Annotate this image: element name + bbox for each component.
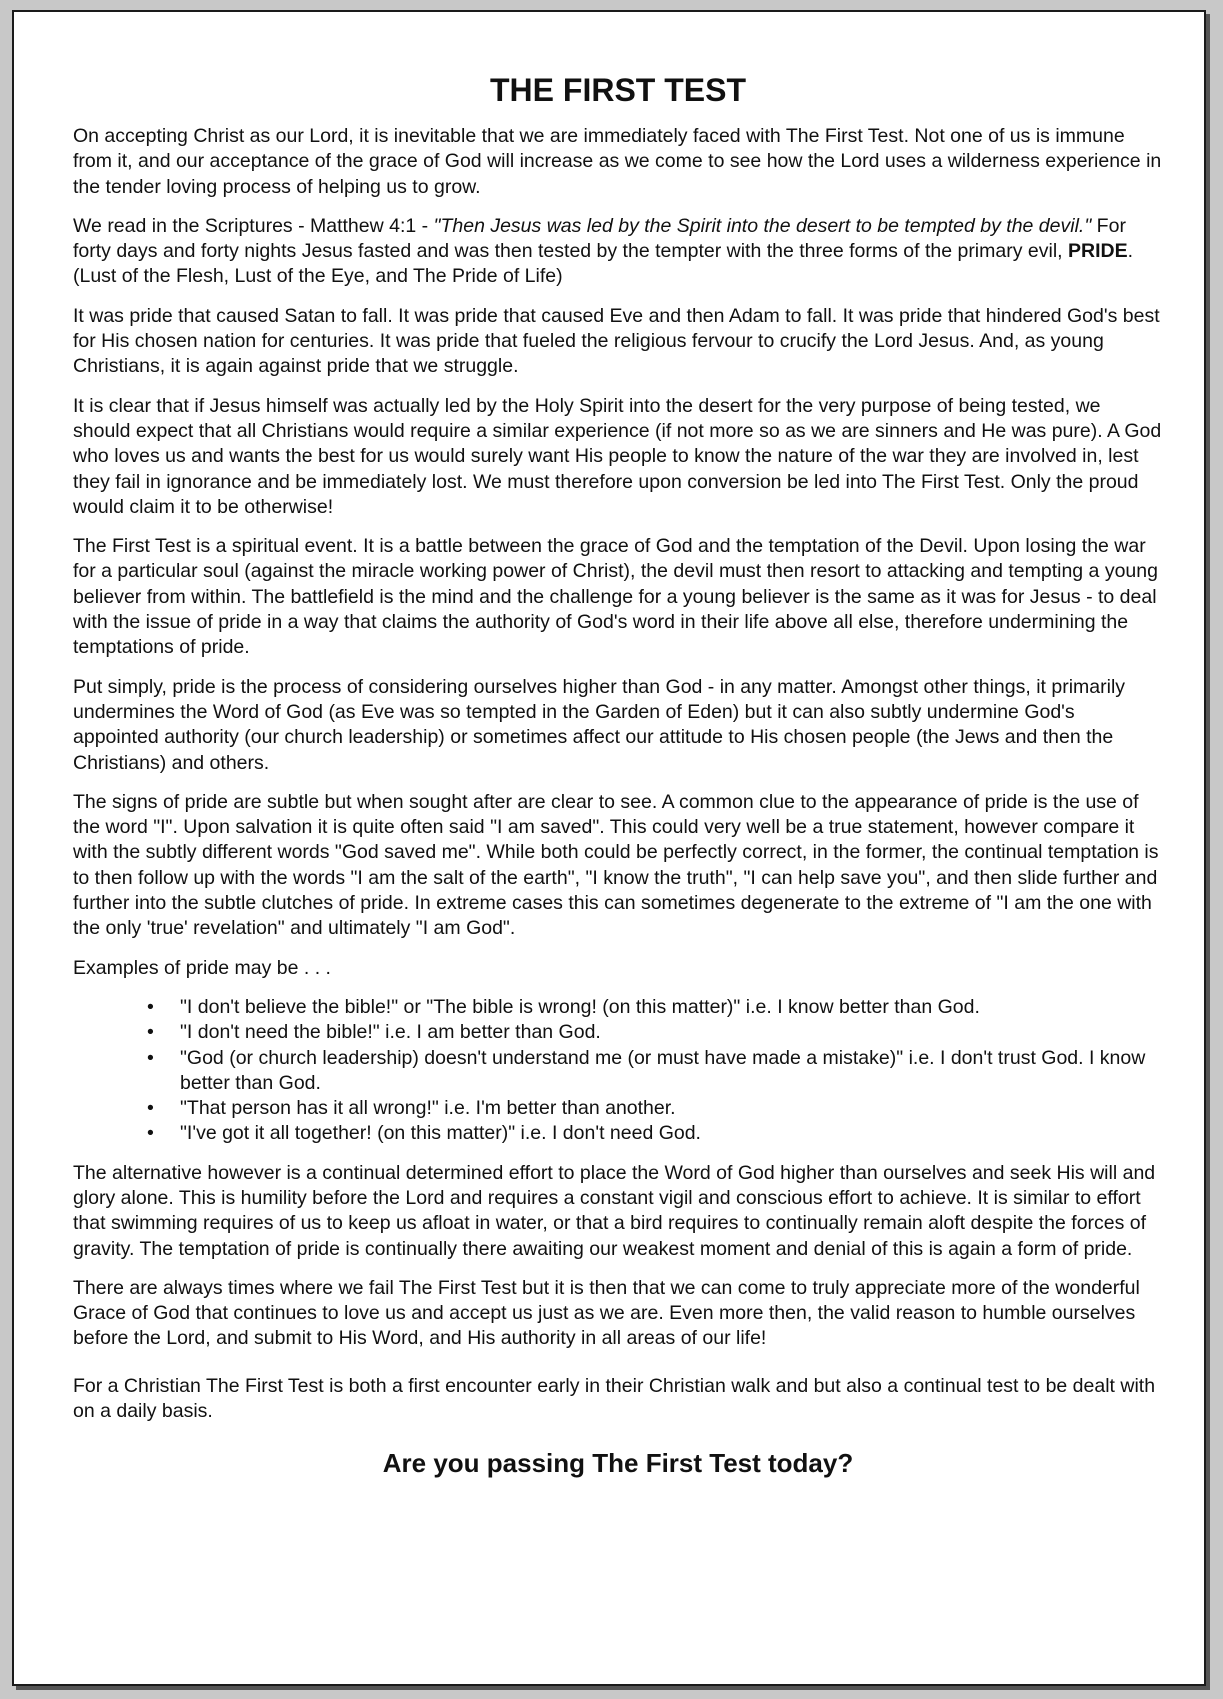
list-item: • "God (or church leadership) doesn't understand me (or must have made a mistake)" i.e. I don't trust God. I know better than God. xyxy=(180,1046,1163,1097)
paragraph-alternative: The alternative however is a continual determined effort to place the Word of God higher than ourselves and seek His will and glory alone. This is humility before the Lord and requires a constant vigil and conscious effort to achieve. It is similar to effort that swimming requires of us to keep us afloat in water, or that a bird requires to continually remain aloft despite the forces of gravity. The temptation of pride is continually there awaiting our weakest moment and denial of this is again a form of pride. xyxy=(73,1161,1156,1260)
paragraph-holy-spirit: It is clear that if Jesus himself was actually led by the Holy Spirit into the desert for the very purpose of being tested, we should expect that all Christians would require a similar experience (if not more so as we are sinners and He was pure). A God who loves us and wants the best for us would surely want His people to know the nature of the war they are involved in, lest they fail in ignorance and be immediately lost. We must therefore upon conversion be led into The First Test. Only the proud would claim it to be otherwise! xyxy=(73,394,1162,518)
document-body xyxy=(73,70,1163,1480)
examples-list xyxy=(73,995,1163,1147)
page-title: THE FIRST TEST xyxy=(490,72,746,108)
paragraph-put-simply: Put simply, pride is the process of considering ourselves higher than God - in any matter. Amongst other things, it primarily undermines the Word of God (as Eve was so tempted in the Garden of Eden) but it can also subtly undermine God's appointed authority (our church leadership) or sometimes affect our attitude to His chosen people (the Jews and then the Christians) and others. xyxy=(73,675,1126,774)
list-item: • "That person has it all wrong!" i.e. I'm better than another. xyxy=(180,1096,1163,1121)
list-item: • "I've got it all together! (on this matter)" i.e. I don't need God. xyxy=(180,1121,1163,1146)
paragraph-signs-of-pride: The signs of pride are subtle but when sought after are clear to see. A common clue to the appearance of pride is the use of the word "I". Upon salvation it is quite often said "I am saved". This could very well be a true statement, however compare it with the subtly different words "God saved me". While both could be perfectly correct, in the former, the continual temptation is to then follow up with the words "I am the salt of the earth", "I know the truth", "I can help save you", and then slide further and further into the subtle clutches of pride. In extreme cases this can sometimes degenerate to the extreme of "I am the one with the only 'true' revelation" and ultimately "I am God". xyxy=(73,790,1159,940)
pride-emphasis: PRIDE xyxy=(1068,240,1128,263)
document-page xyxy=(12,10,1206,1686)
paragraph-intro: On accepting Christ as our Lord, it is inevitable that we are immediately faced with The First Test. Not one of us is immune from it, and our acceptance of the grace of God will increase as we come to see how the Lord uses a wilderness experience in the tender loving process of helping us to grow. xyxy=(73,125,1162,198)
list-item: • "I don't need the bible!" i.e. I am better than God. xyxy=(180,1020,1163,1045)
paragraph-pride-history: It was pride that caused Satan to fall. It was pride that caused Eve and then Adam to fall. It was pride that hindered God's best for His chosen nation for centuries. It was pride that fueled the religious fervour to crucify the Lord Jesus. And, as young Christians, it is again against pride that we struggle. xyxy=(73,304,1160,378)
paragraph-grace: There are always times where we fail The First Test but it is then that we can come to truly appreciate more of the wonderful Grace of God that continues to love us and accept us just as we are. Even more then, the valid reason to humble ourselves before the Lord, and submit to His Word, and His authority in all areas of our life! xyxy=(73,1276,1140,1350)
paragraph-daily-basis: For a Christian The First Test is both a first encounter early in their Christian walk and but also a continual test to be dealt with on a daily basis. xyxy=(73,1374,1156,1423)
closing-question: Are you passing The First Test today? xyxy=(382,1448,854,1479)
paragraph-scripture xyxy=(73,214,1163,290)
list-item: • "I don't believe the bible!" or "The bible is wrong! (on this matter)" i.e. I know better than God. xyxy=(180,995,1163,1020)
scripture-tail: . (Lust of the Flesh, Lust of the Eye, and The Pride of Life) xyxy=(73,240,1134,288)
scripture-lead: We read in the Scriptures - Matthew 4:1 - xyxy=(73,214,434,237)
scripture-mid: For forty days and forty nights Jesus fasted and was then tested by the tempter with the three forms of the primary evil, xyxy=(73,214,1126,263)
examples-intro: Examples of pride may be . . . xyxy=(73,956,331,979)
scripture-quote: "Then Jesus was led by the Spirit into the desert to be tempted by the devil." xyxy=(433,214,1092,237)
paragraph-spiritual-event: The First Test is a spiritual event. It is a battle between the grace of God and the temptation of the Devil. Upon losing the war for a particular soul (against the miracle working power of Christ), the devil must then resort to attacking and tempting a young believer from within. The battlefield is the mind and the challenge for a young believer is the same as it was for Jesus - to deal with the issue of pride in a way that claims the authority of God's word in their life above all else, therefore undermining the temptations of pride. xyxy=(73,535,1158,659)
